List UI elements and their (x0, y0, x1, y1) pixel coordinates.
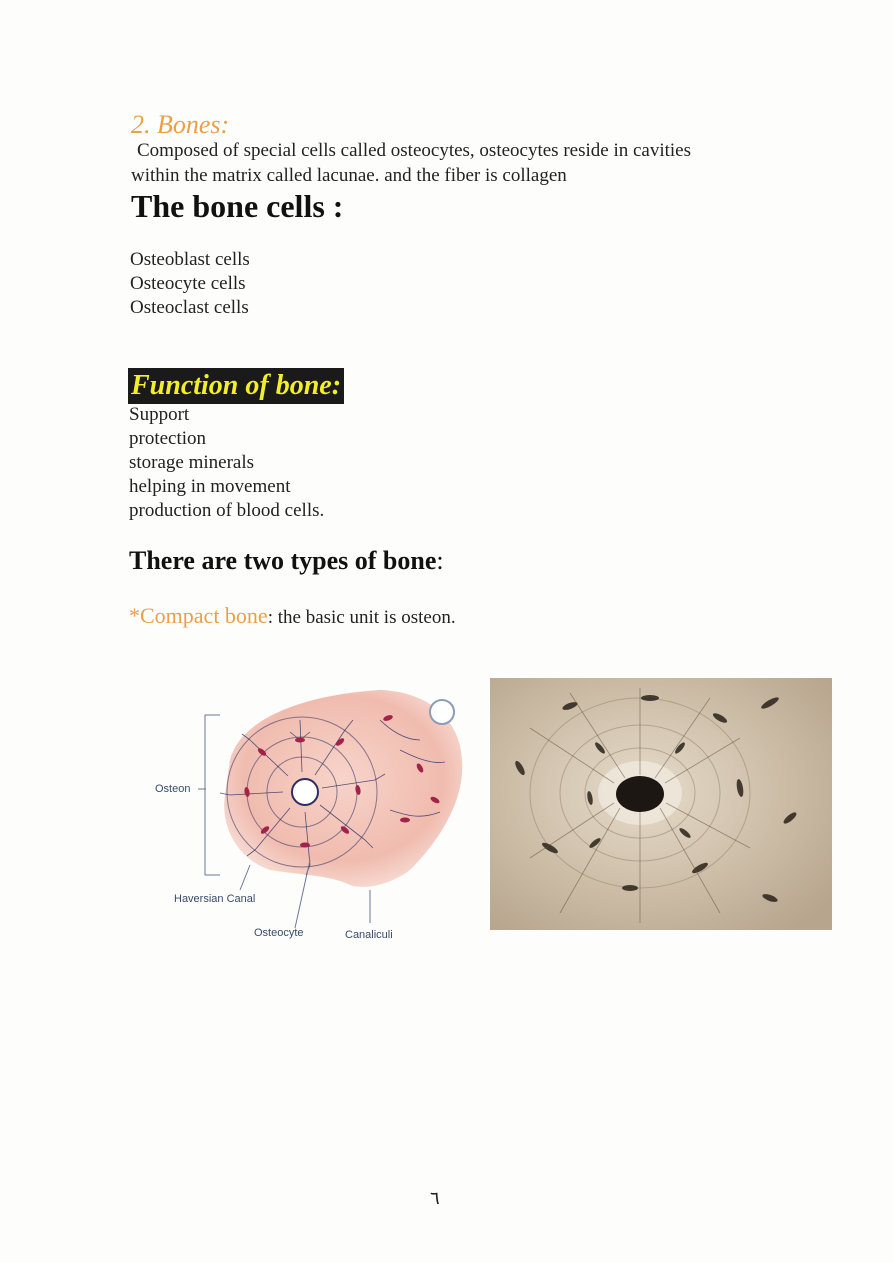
bone-cells-list (130, 248, 250, 320)
intro-line-2: within the matrix called lacunae. and the fiber is collagen (131, 165, 567, 186)
intro-paragraph (131, 138, 771, 188)
list-item: protection (129, 428, 207, 449)
bone-types-colon: : (436, 546, 444, 575)
micrograph-canal (616, 776, 664, 812)
haversian-canal-secondary (430, 700, 454, 724)
bone-types-heading (129, 546, 444, 576)
osteon-diagram (150, 680, 470, 950)
bone-tissue-shape (224, 690, 462, 887)
haversian-canal (292, 779, 318, 805)
compact-bone-description: : the basic unit is osteon. (267, 607, 456, 628)
compact-bone-line (129, 603, 456, 629)
intro-line-1: Composed of special cells called osteocytes, osteocytes reside in cavities (137, 140, 691, 161)
haversian-canal-label: Haversian Canal (174, 893, 256, 905)
bone-cells-heading: The bone cells : (131, 188, 344, 224)
bone-types-heading-text: There are two types of bone (129, 546, 437, 575)
canaliculi-label: Canaliculi (345, 929, 393, 941)
page-number: ٦ (430, 1188, 440, 1208)
list-item: Osteoclast cells (130, 297, 249, 318)
list-item: storage minerals (129, 452, 255, 473)
bone-micrograph (490, 678, 832, 930)
section-heading: 2. Bones: (131, 110, 230, 139)
list-item: production of blood cells. (129, 500, 325, 521)
list-item: Osteoblast cells (130, 249, 250, 270)
osteocyte-label: Osteocyte (254, 927, 304, 939)
list-item: Support (129, 404, 190, 425)
function-heading: Function of bone: (128, 368, 344, 404)
function-list (129, 403, 324, 523)
osteon-bracket (205, 715, 220, 875)
compact-bone-term: *Compact bone (129, 603, 268, 628)
osteon-label: Osteon (155, 783, 191, 795)
list-item: Osteocyte cells (130, 273, 246, 294)
list-item: helping in movement (129, 476, 291, 497)
